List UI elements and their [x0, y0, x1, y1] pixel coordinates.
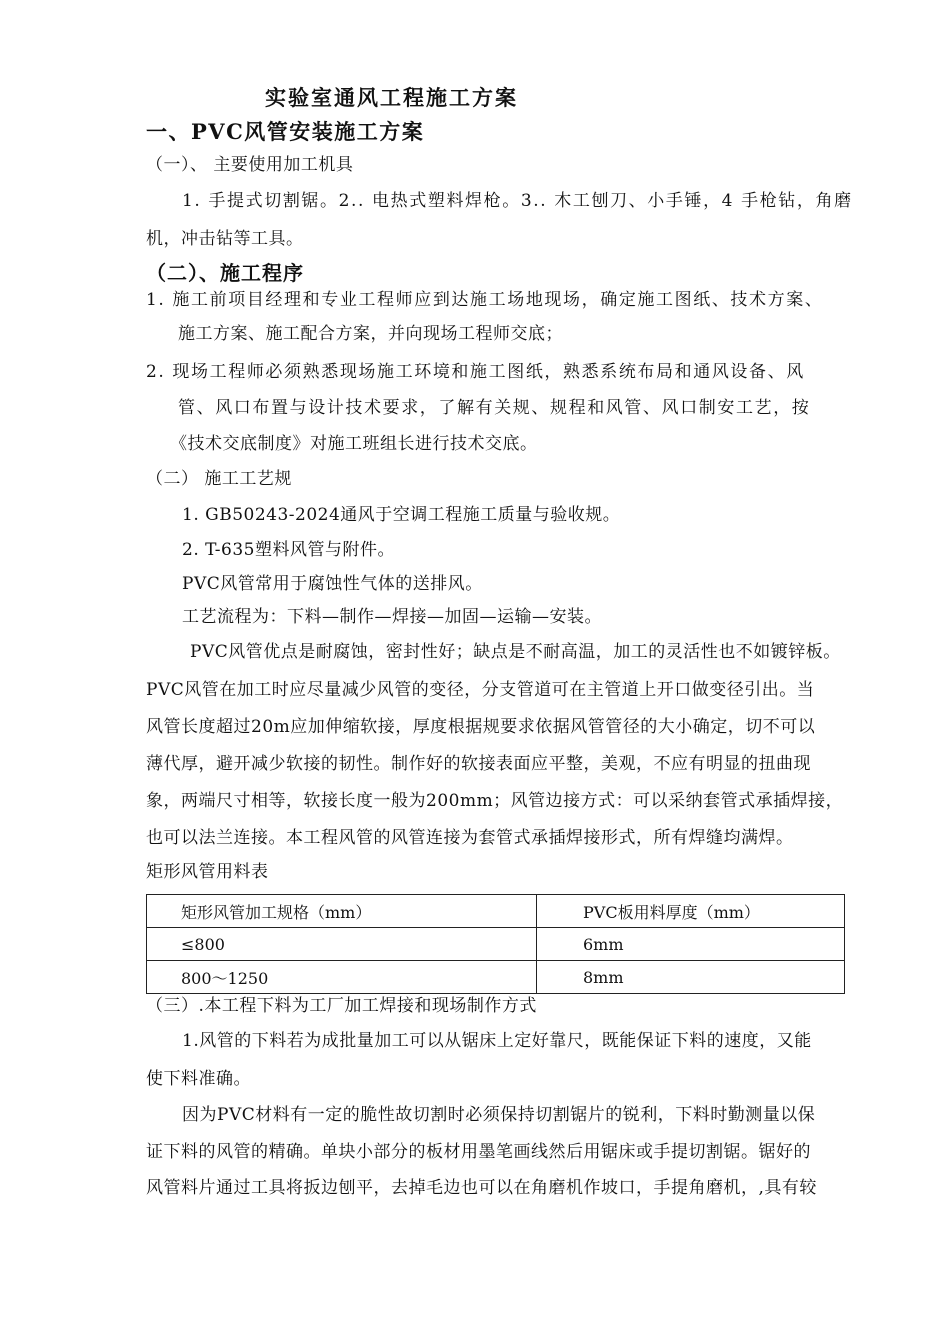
- cutting-2-line-2: 证下料的风管的精确。单块小部分的板材用墨笔画线然后用锯床或手提切割锯。锯好的: [146, 1142, 811, 1162]
- cutting-1-line-2: 使下料准确。: [146, 1069, 251, 1089]
- table-row: [147, 928, 845, 961]
- cutting-2-line-1: 因为PVC材料有一定的脆性故切割时必须保持切割锯片的锐利，下料时勤测量以保: [182, 1105, 816, 1125]
- table-cell-spec: 800～1250: [147, 961, 537, 994]
- tools-text-line-2: 机，冲击钻等工具。: [146, 229, 304, 249]
- procedure-1-line-2: 施工方案、施工配合方案，并向现场工程师交底；: [178, 324, 563, 344]
- standard-item-1: 1. GB50243-2024通风于空调工程施工质量与验收规。: [182, 505, 621, 525]
- standard-item-2: 2. T-635塑料风管与附件。: [182, 540, 395, 560]
- table-cell-thickness: 6mm: [537, 928, 845, 961]
- section-heading-pvc-duct: 一、PVC风管安装施工方案: [146, 119, 425, 144]
- process-flow-text: 工艺流程为：下料—制作—焊接—加固—运输—安装。: [182, 607, 602, 627]
- subsection-heading-standards: （二） 施工工艺规: [146, 469, 292, 489]
- cutting-2-line-3: 风管料片通过工具将扳边刨平，去掉毛边也可以在角磨机作坡口，手提角磨机，,具有较: [146, 1178, 817, 1198]
- document-title: 实验室通风工程施工方案: [265, 85, 518, 110]
- paragraph-line-2: PVC风管在加工时应尽量减少风管的变径，分支管道可在主管道上开口做变径引出。当: [146, 680, 815, 700]
- table-header-thickness: PVC板用料厚度（mm）: [537, 895, 845, 928]
- subsection-heading-cutting: （三）.本工程下料为工厂加工焊接和现场制作方式: [146, 996, 537, 1016]
- paragraph-line-6: 也可以法兰连接。本工程风管的风管连接为套管式承插焊接形式，所有焊缝均满焊。: [146, 828, 794, 848]
- procedure-2-line-1: 2. 现场工程师必须熟悉现场施工环境和施工图纸，熟悉系统布局和通风设备、风: [146, 362, 805, 382]
- paragraph-line-4: 薄代厚，避开减少软接的韧性。制作好的软接表面应平整，美观，不应有明显的扭曲现: [146, 754, 811, 774]
- procedure-1-line-1: 1. 施工前项目经理和专业工程师应到达施工场地现场，确定施工图纸、技术方案、: [146, 290, 824, 310]
- paragraph-line-3: 风管长度超过20m应加伸缩软接，厚度根据规要求依据风管管径的大小确定，切不可以: [146, 717, 816, 737]
- table-header-row: [147, 895, 845, 928]
- table-row: [147, 961, 845, 994]
- subsection-heading-procedure: （二）、施工程序: [146, 261, 304, 285]
- table-caption: 矩形风管用料表: [146, 862, 269, 882]
- paragraph-line-5: 象，两端尺寸相等，软接长度一般为200mm；风管边接方式：可以采纳套管式承插焊接，: [146, 791, 844, 811]
- cutting-1-line-1: 1.风管的下料若为成批量加工可以从锯床上定好靠尺，既能保证下料的速度，又能: [182, 1031, 812, 1051]
- table-cell-thickness: 8mm: [537, 961, 845, 994]
- tools-text-line-1: 1. 手提式切割锯。2.. 电热式塑料焊枪。3.. 木工刨刀、小手锤，4 手枪钻，角磨: [182, 191, 853, 211]
- procedure-2-line-2: 管、风口布置与设计技术要求，了解有关规、规程和风管、风口制安工艺，按: [178, 398, 811, 418]
- table-header-spec: 矩形风管加工规格（mm）: [147, 895, 537, 928]
- subsection-heading-tools: （一）、 主要使用加工机具: [146, 155, 354, 175]
- paragraph-line-1: PVC风管优点是耐腐蚀，密封性好；缺点是不耐高温，加工的灵活性也不如镀锌板。: [190, 642, 841, 662]
- duct-material-table: [146, 894, 845, 994]
- procedure-2-line-3: 《技术交底制度》对施工班组长进行技术交底。: [170, 434, 538, 454]
- table-cell-spec: ≤800: [147, 928, 537, 961]
- usage-text: PVC风管常用于腐蚀性气体的送排风。: [182, 574, 483, 594]
